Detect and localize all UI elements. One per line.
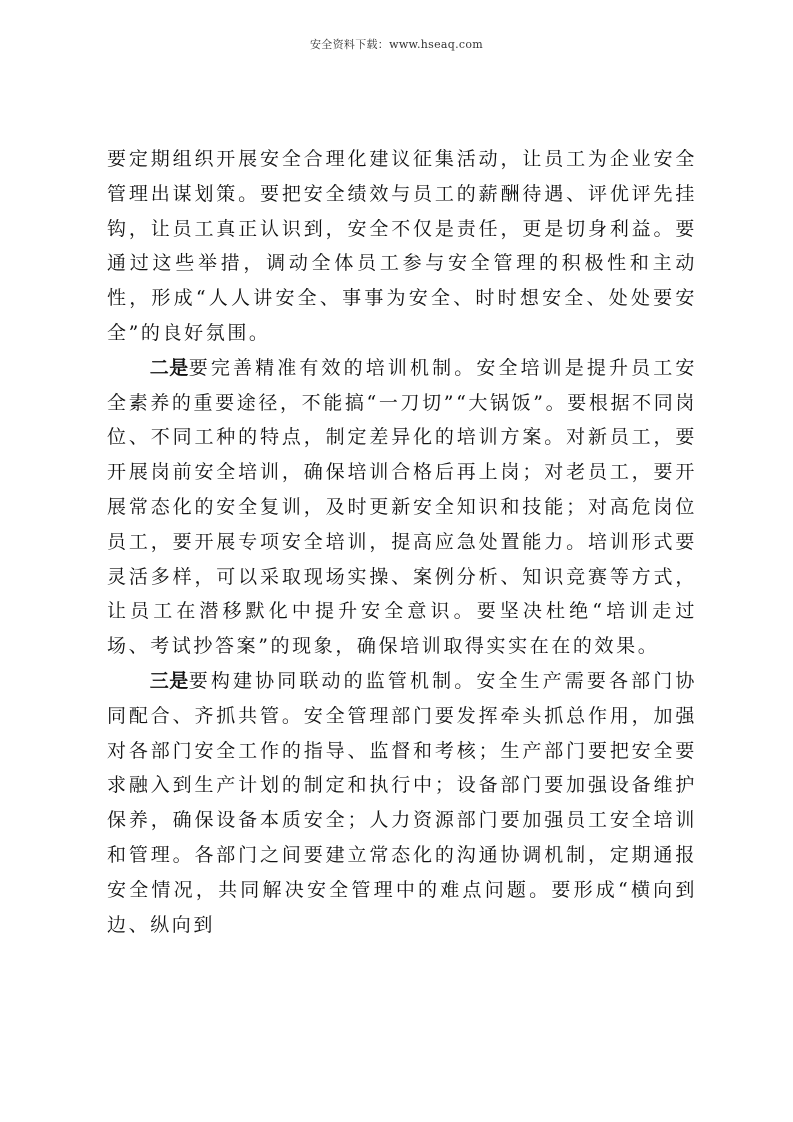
paragraph-2-text: 要完善精准有效的培训机制。安全培训是提升员工安全素养的重要途径，不能搞“一刀切”“大锅饭”。要根据不同岗位、不同工种的特点，制定差异化的培训方案。对新员工，要开展岗前安全培训，确保培训合格后再上岗；对老员工，要开展常态化的安全复训，及时更新安全知识和技能；对高危岗位员工，要开展专项安全培训，提高应急处置能力。培训形式要灵活多样，可以采取现场实操、案例分析、知识竞赛等方式，让员工在潜移默化中提升安全意识。要坚决杜绝“培训走过场、考试抄答案”的现象，确保培训取得实实在在的效果。 <box>107 356 697 658</box>
paragraph-3-lead: 三是 <box>149 669 189 692</box>
paragraph-2 <box>107 351 697 664</box>
paragraph-1 <box>107 142 697 351</box>
paragraph-3 <box>107 664 697 942</box>
paragraph-1-text: 要定期组织开展安全合理化建议征集活动，让员工为企业安全管理出谋划策。要把安全绩效与员工的薪酬待遇、评优评先挂钩，让员工真正认识到，安全不仅是责任，更是切身利益。要通过这些举措，调动全体员工参与安全管理的积极性和主动性，形成“人人讲安全、事事为安全、时时想安全、处处要安全”的良好氛围。 <box>107 148 697 344</box>
page-header[interactable]: 安全资料下载：www.hseaq.com <box>310 38 483 51</box>
paragraph-2-lead: 二是 <box>149 356 189 379</box>
document-body <box>107 142 697 942</box>
paragraph-3-text: 要构建协同联动的监管机制。安全生产需要各部门协同配合、齐抓共管。安全管理部门要发挥牵头抓总作用，加强对各部门安全工作的指导、监督和考核；生产部门要把安全要求融入到生产计划的制定和执行中；设备部门要加强设备维护保养，确保设备本质安全；人力资源部门要加强员工安全培训和管理。各部门之间要建立常态化的沟通协调机制，定期通报安全情况，共同解决安全管理中的难点问题。要形成“横向到边、纵向到 <box>107 669 697 936</box>
